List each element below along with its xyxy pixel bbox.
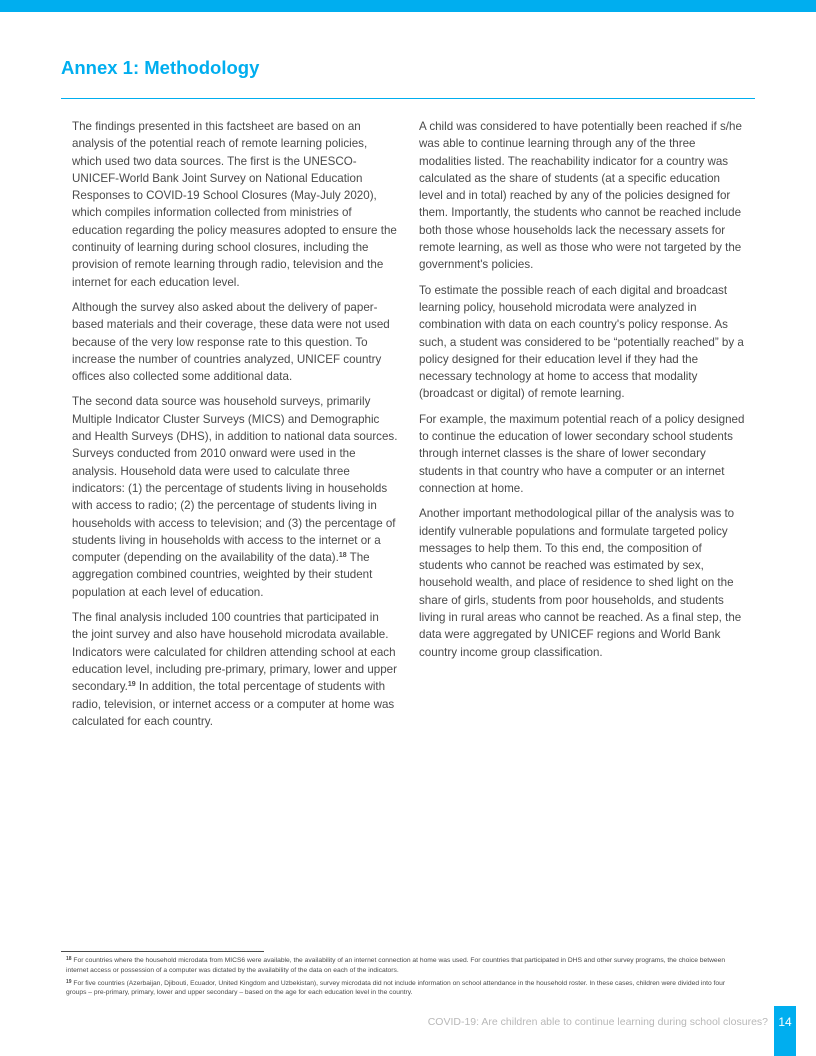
paragraph — [72, 609, 398, 730]
paragraph-text: In addition, the total percentage of students with radio, television, or internet access or a computer at home was calculated for each country. — [72, 680, 395, 728]
footnote-text: For countries where the household microdata from MICS6 were available, the availability of an internet connection at home was used. For countries that participated in DHS and other survey programs, the choice between internet access or possession of a computer was dictated by the availability of the data on each of the indicators. — [66, 957, 726, 974]
footnote-number: 19 — [66, 978, 72, 985]
footer-title: COVID-19: Are children able to continue learning during school closures? — [427, 1016, 768, 1028]
footnote-18 — [66, 956, 742, 976]
paragraph-text: The final analysis included 100 countries that participated in the joint survey and also have household microdata available. Indicators were calculated for children attending school at each education level, including pre-primary, primary, lower and upper secondary. — [72, 611, 397, 694]
footnote-divider — [61, 951, 264, 952]
page-title: Annex 1: Methodology — [61, 57, 260, 78]
footnote-ref-19[interactable]: 19 — [127, 681, 136, 689]
paragraph: A child was considered to have potentially been reached if s/he was able to continue learning through any of the three modalities listed. The reachability indicator for a country was calculated as the share of students (at a specific education level and in total) reached by any of the policies designed for them. Importantly, the students who cannot be reached include both those whose households lack the necessary assets for remote learning, as well as those who were not targeted by the government's policies. — [419, 120, 742, 272]
page-number: 14 — [774, 1006, 796, 1056]
left-column — [72, 118, 398, 738]
top-accent-bar — [0, 0, 816, 12]
footnote-ref-18[interactable]: 18 — [338, 552, 347, 560]
paragraph: To estimate the possible reach of each digital and broadcast learning policy, household microdata were analyzed in combination with data on each country's policy response. As such, a student was considered to be “potentially reached” by a policy designed for their education level if they had the necessary technology at home to access that modality (broadcast or digital) of remote learning. — [419, 283, 744, 401]
paragraph: For example, the maximum potential reach of a policy designed to continue the education of lower secondary school students through internet classes is the share of lower secondary students in that country who have a computer or an internet connection at home. — [419, 412, 745, 495]
footnote-text: For five countries (Azerbaijan, Djibouti, Ecuador, United Kingdom and Uzbekistan), survey microdata did not include information on school attendance in the household roster. In these cases, children were divided into four groups – pre-primary, primary, lower and upper secondary – based on the age for each education level in the country. — [66, 979, 726, 997]
paragraph: Another important methodological pillar of the analysis was to identify vulnerable populations and formulate targeted policy messages to help them. To this end, the composition of students who cannot be reached was estimated by sex, household wealth, and place of residence to shed light on the share of girls, students from poor households, and students living in rural areas who cannot be reached. As a final step, the data were aggregated by UNICEF regions and World Bank country income group classification. — [419, 507, 742, 659]
footnote-number: 18 — [66, 956, 72, 962]
paragraph: Although the survey also asked about the delivery of paper-based materials and their coverage, these data were not used because of the very low response rate to this question. To increase the number of countries analyzed, UNICEF country offices also collected some additional data. — [72, 300, 390, 384]
paragraph-text: The aggregation combined countries, weighted by their student population at each level of education. — [72, 551, 373, 599]
paragraph — [72, 393, 398, 601]
title-divider — [61, 98, 755, 99]
right-column — [419, 118, 745, 669]
paragraph: The findings presented in this factsheet are based on an analysis of the potential reach of remote learning policies, which used two data sources. The first is the UNESCO-UNICEF-World Bank Joint Survey on National Education Responses to COVID-19 School Closures (May-July 2020), which compiles information collected from ministries of education regarding the policy measures adopted to ensure the continuity of learning during school closures, including the provision of remote learning through radio, television and the internet for each education level. — [72, 120, 397, 289]
paragraph-text: The second data source was household surveys, primarily Multiple Indicator Cluster Surveys (MICS) and Demographic and Health Surveys (DHS), in addition to national data sources. Surveys conducted from 2010 onward were used in the analysis. Household data were used to calculate three indicators: (1) the percentage of students living in households with access to radio; (2) the percentage of students living in households with access to television; and (3) the percentage of students living in households with access to the internet or a computer (depending on the availability of the data). — [72, 395, 398, 565]
footnote-19 — [66, 979, 742, 999]
footnotes — [66, 956, 742, 1001]
